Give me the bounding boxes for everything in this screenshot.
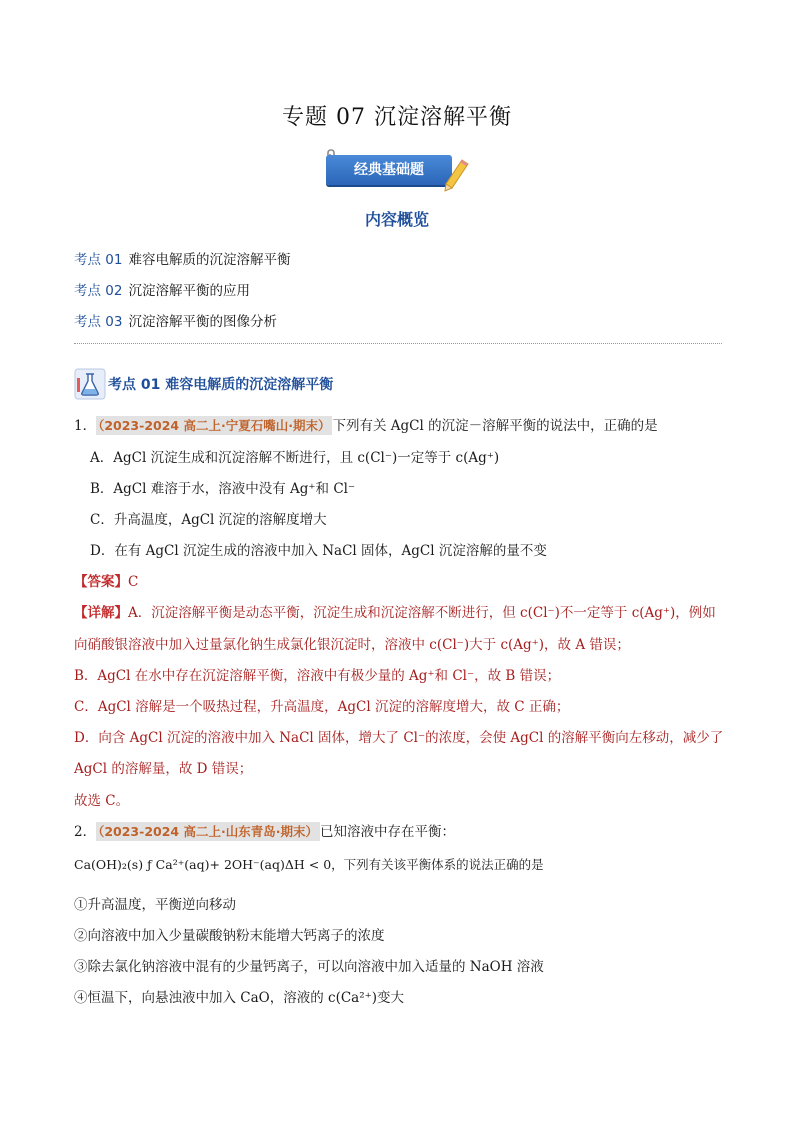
- question-1-option-b: B．AgCl 难溶于水，溶液中没有 Ag⁺和 Cl⁻: [90, 481, 356, 497]
- toc-item-3: 考点 03 沉淀溶解平衡的图像分析: [74, 314, 277, 330]
- question-1-detail-line-3: B．AgCl 在水中存在沉淀溶解平衡，溶液中有极少量的 Ag⁺和 Cl⁻，故 B 错误；: [74, 668, 561, 684]
- section-divider: [74, 343, 722, 344]
- question-1-answer: 【答案】C: [74, 574, 139, 590]
- question-1-detail-line-7: 故选 C。: [74, 793, 130, 809]
- question-1-option-d: D．在有 AgCl 沉淀生成的溶液中加入 NaCl 固体，AgCl 沉淀溶解的量不变: [90, 543, 547, 559]
- question-1-option-c: C．升高温度，AgCl 沉淀的溶解度增大: [90, 512, 327, 528]
- badge: [322, 148, 472, 194]
- section-title: 考点 01 难容电解质的沉淀溶解平衡: [108, 377, 334, 393]
- toc-item-2: 考点 02 沉淀溶解平衡的应用: [74, 283, 250, 299]
- question-2-item-4: ④恒温下，向悬浊液中加入 CaO，溶液的 c(Ca²⁺)变大: [74, 990, 405, 1006]
- question-1-stem: 1． （2023-2024 高二上·宁夏石嘴山·期末） 下列有关 AgCl 的沉淀－溶解平衡的说法中，正确的是: [74, 418, 658, 434]
- question-1-detail-line-6: AgCl 的溶解量，故 D 错误；: [74, 761, 253, 777]
- pencil-icon: [442, 158, 470, 192]
- badge-label: 经典基础题: [326, 155, 452, 185]
- question-2-item-1: ①升高温度，平衡逆向移动: [74, 897, 236, 913]
- page-title: 专题 07 沉淀溶解平衡: [282, 105, 512, 130]
- question-1-detail-line-2: 向硝酸银溶液中加入过量氯化钠生成氯化银沉淀时，溶液中 c(Cl⁻)大于 c(Ag⁺)，故 A 错误；: [74, 637, 630, 653]
- toc-item-1: 考点 01 难容电解质的沉淀溶解平衡: [74, 252, 291, 268]
- flask-icon: [74, 368, 106, 400]
- question-1-detail-line-4: C．AgCl 溶解是一个吸热过程，升高温度，AgCl 沉淀的溶解度增大，故 C 正确；: [74, 699, 570, 715]
- question-2-source: （2023-2024 高二上·山东青岛·期末）: [98, 824, 318, 839]
- question-1-option-a: A．AgCl 沉淀生成和沉淀溶解不断进行，且 c(Cl⁻)一定等于 c(Ag⁺): [90, 450, 500, 466]
- question-2-stem: 2． （2023-2024 高二上·山东青岛·期末） 已知溶液中存在平衡：: [74, 824, 455, 840]
- question-2-item-3: ③除去氯化钠溶液中混有的少量钙离子，可以向溶液中加入适量的 NaOH 溶液: [74, 959, 544, 975]
- question-1-detail-line-1: 【详解】A．沉淀溶解平衡是动态平衡，沉淀生成和沉淀溶解不断进行，但 c(Cl⁻)不一定等于 c(Ag⁺)，例如: [74, 605, 716, 621]
- overview-title: 内容概览: [364, 210, 429, 229]
- question-2-equation: Ca(OH)₂(s) ƒ Ca²⁺(aq)+ 2OH⁻(aq)ΔH < 0，下列有关该平衡体系的说法正确的是: [74, 857, 544, 872]
- question-1-detail-line-5: D．向含 AgCl 沉淀的溶液中加入 NaCl 固体，增大了 Cl⁻的浓度，会使 AgCl 的溶解平衡向左移动，减少了: [74, 730, 724, 746]
- question-1-source: （2023-2024 高二上·宁夏石嘴山·期末）: [98, 418, 331, 433]
- question-2-item-2: ②向溶液中加入少量碳酸钠粉末能增大钙离子的浓度: [74, 928, 385, 944]
